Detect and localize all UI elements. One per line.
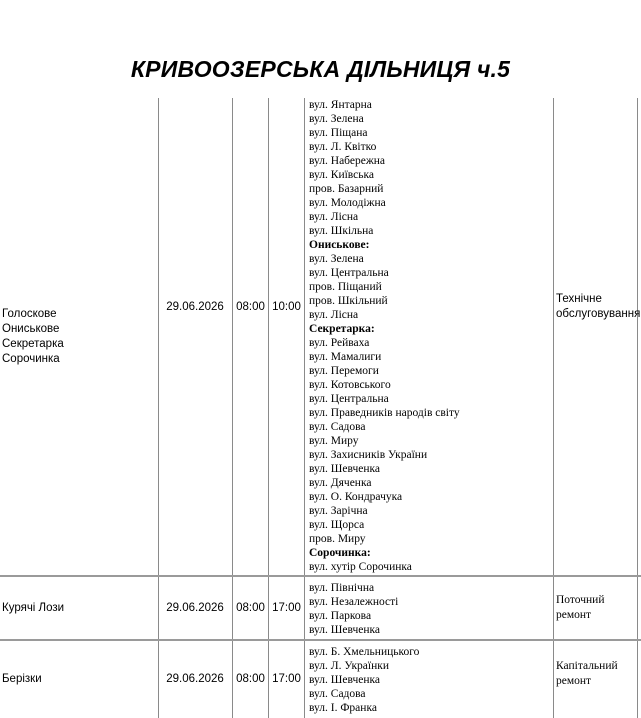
date-cell: 29.06.2026 [166, 300, 224, 313]
settlement-subheading: Секретарка: [309, 323, 375, 335]
street-item: вул. Дяченка [309, 477, 372, 489]
street-item: вул. Мамалиги [309, 351, 382, 363]
street-item: вул. Захисників України [309, 449, 428, 461]
street-item: вул. Лісна [309, 309, 359, 321]
street-item: пров. Піщаний [309, 281, 382, 293]
work-type-line: ремонт [556, 609, 592, 621]
settlement-subheading: Сорочинка: [309, 547, 371, 559]
street-item: вул. Зарічна [309, 505, 368, 517]
work-type-line: ремонт [556, 674, 592, 687]
street-item: вул. Праведників народів світу [309, 407, 460, 419]
settlements-cell [2, 98, 156, 575]
street-item: вул. Рейваха [309, 337, 370, 349]
street-item: вул. Миру [309, 435, 359, 447]
street-item: вул. Паркова [309, 610, 372, 622]
street-item: вул. Зелена [309, 113, 364, 125]
work-type-line: обслуговування [556, 308, 641, 320]
street-item: вул. Незалежності [309, 596, 399, 608]
start-time-cell: 08:00 [236, 601, 265, 614]
streets-cell [309, 98, 553, 575]
street-item: вул. Шкільна [309, 225, 374, 237]
work-type-cell [556, 641, 640, 706]
streets-cell [309, 581, 553, 637]
streets-cell [309, 645, 553, 718]
settlement-name: Секретарка [2, 337, 64, 350]
street-item: пров. Миру [309, 533, 366, 545]
settlements-cell [2, 577, 156, 639]
settlement-name: Берізки [2, 673, 42, 685]
column-divider [553, 98, 554, 718]
outage-schedule-table [0, 98, 641, 718]
street-item: вул. Щорса [309, 519, 365, 531]
start-time-cell: 08:00 [236, 300, 265, 313]
street-item: вул. Набережна [309, 155, 386, 167]
work-type-line: Технічне [556, 293, 602, 305]
street-item: вул. Лісна [309, 211, 359, 223]
street-item: вул. Б. Хмельницького [309, 646, 420, 658]
street-item: вул. Л. Квітко [309, 141, 377, 153]
street-item: вул. Котовського [309, 379, 391, 391]
street-item: вул. Зелена [309, 253, 364, 265]
street-item: вул. Шевченка [309, 674, 381, 686]
street-item: вул. Молодіжна [309, 197, 386, 209]
street-item: вул. Садова [309, 688, 366, 700]
column-divider [304, 98, 305, 718]
street-item: вул. Шевченка [309, 463, 381, 475]
end-time-cell: 10:00 [272, 300, 301, 313]
settlement-name: Курячі Лози [2, 601, 65, 614]
street-item: вул. хутір Сорочинка [309, 561, 412, 573]
street-item: вул. Шевченка [309, 624, 381, 636]
street-item: вул. Піщана [309, 127, 368, 139]
street-item: вул. О. Кондрачука [309, 491, 403, 503]
settlements-cell [2, 641, 156, 718]
work-type-cell [556, 98, 640, 516]
settlement-name: Сорочинка [2, 352, 60, 365]
end-time-cell: 17:00 [272, 673, 301, 685]
page-title: КРИВООЗЕРСЬКА ДІЛЬНИЦЯ ч.5 [130, 56, 511, 82]
street-item: вул. Л. Українки [309, 660, 389, 672]
date-cell: 29.06.2026 [166, 673, 224, 685]
work-type-line: Капітальний [556, 659, 618, 672]
work-type-cell [556, 577, 640, 639]
end-time-cell: 17:00 [272, 601, 301, 614]
work-type-line: Поточний [556, 594, 605, 606]
street-item: пров. Базарний [309, 183, 384, 195]
settlement-subheading: Ониськове: [309, 239, 370, 251]
settlement-name: Голоскове [2, 307, 57, 320]
street-item: вул. Садова [309, 421, 366, 433]
settlement-name: Ониськове [2, 322, 60, 335]
date-cell: 29.06.2026 [166, 601, 224, 614]
street-item: вул. Центральна [309, 393, 389, 405]
street-item: вул. Київська [309, 169, 375, 181]
street-item: вул. Янтарна [309, 99, 372, 111]
street-item: вул. Північна [309, 582, 375, 594]
start-time-cell: 08:00 [236, 673, 265, 685]
street-item: пров. Шкільний [309, 295, 388, 307]
street-item: вул. І. Франка [309, 702, 377, 714]
street-item: вул. Перемоги [309, 365, 379, 377]
street-item: вул. Центральна [309, 267, 389, 279]
